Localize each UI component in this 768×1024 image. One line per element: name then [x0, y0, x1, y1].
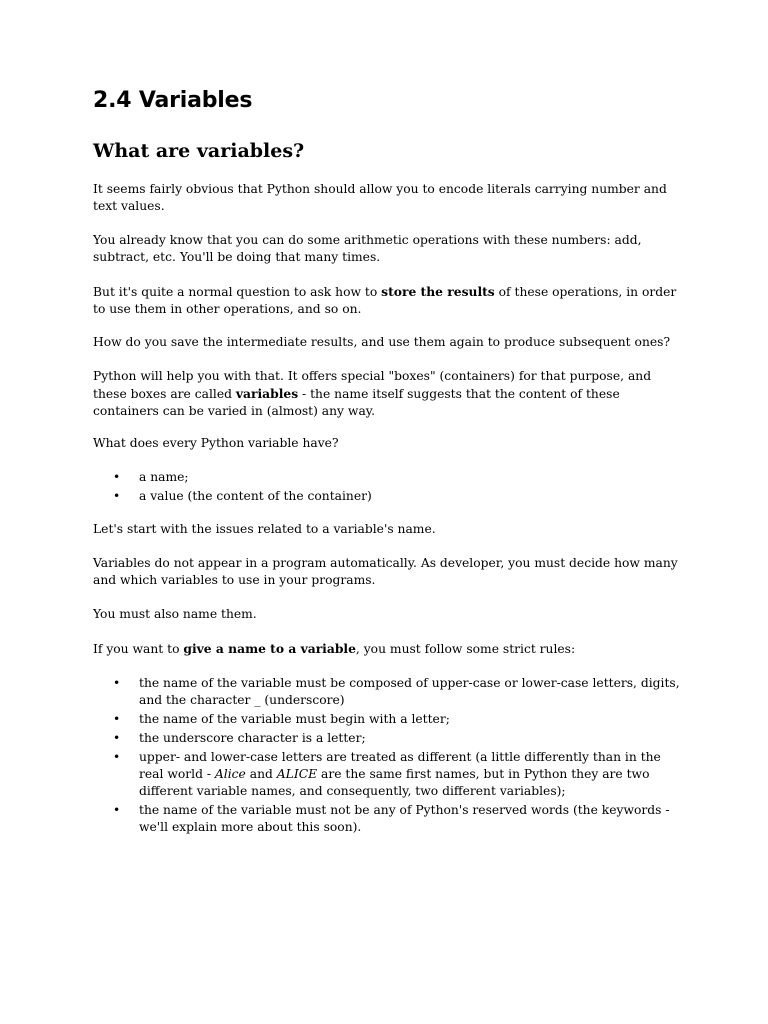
- bullet-icon: •: [113, 489, 121, 503]
- bold-text: store the results: [381, 284, 495, 299]
- text: Python will help you with that. It offers special "boxes" (containers) for that purpose, and these boxes are called: [93, 369, 652, 401]
- paragraph-arithmetic: You already know that you can do some arithmetic operations with these numbers: add, subtract, etc. You'll be doing that many times.: [93, 233, 642, 264]
- bullet-icon: •: [113, 750, 121, 764]
- bold-text: variables: [235, 386, 299, 401]
- naming-rules-list: [93, 675, 683, 838]
- list-item-text: the name of the variable must be composed of upper-case or lower-case letters, digits, and the character _ (underscore): [139, 676, 680, 707]
- text: are the same first names, but in Python they are two different variable names, and consequently, two different variables);: [139, 767, 650, 798]
- paragraph-store-results: [93, 283, 683, 318]
- text: of these operations, in order to use them in other operations, and so on.: [93, 285, 677, 316]
- bullet-icon: •: [113, 470, 121, 484]
- italic-text: ALICE: [276, 767, 318, 781]
- list-item: [93, 802, 683, 836]
- text: and: [245, 767, 277, 781]
- paragraph-boxes: [93, 368, 683, 420]
- italic-text: Alice: [214, 767, 246, 781]
- list-item: [93, 675, 683, 709]
- bullet-icon: •: [113, 676, 121, 690]
- list-item-text: a value (the content of the container): [139, 489, 372, 503]
- page-title: 2.4 Variables: [93, 88, 253, 113]
- list-item: [93, 469, 683, 486]
- text: But it's quite a normal question to ask how to: [93, 285, 382, 299]
- paragraph-rules-intro: [93, 640, 683, 658]
- list-item: [93, 488, 683, 505]
- list-item: [93, 730, 683, 747]
- text: - the name itself suggests that the content of these containers can be varied in (almost) any way.: [93, 387, 620, 418]
- variable-attributes-list: [93, 469, 683, 507]
- paragraph-literals: It seems fairly obvious that Python should allow you to encode literals carrying number and text values.: [93, 182, 667, 213]
- paragraph-intermediate: How do you save the intermediate results, and use them again to produce subsequent ones?: [93, 335, 671, 349]
- text: upper- and lower-case letters are treated as different (a little differently than in the real world -: [139, 750, 661, 781]
- list-item-text: the name of the variable must begin with a letter;: [139, 712, 450, 726]
- bullet-icon: •: [113, 731, 121, 745]
- paragraph-name-issues: Let's start with the issues related to a variable's name.: [93, 522, 436, 536]
- paragraph-question: What does every Python variable have?: [93, 436, 339, 450]
- list-item-text: the name of the variable must not be any of Python's reserved words (the keywords - we'll explain more about this soon).: [139, 803, 670, 834]
- list-item: [93, 749, 683, 800]
- paragraph-automatic: Variables do not appear in a program automatically. As developer, you must decide how many and which variables to use in your programs.: [93, 556, 678, 587]
- list-item-text: [139, 750, 661, 798]
- text: If you want to: [93, 642, 184, 656]
- list-item-text: a name;: [139, 470, 189, 484]
- list-item: [93, 711, 683, 728]
- bullet-icon: •: [113, 803, 121, 817]
- text: , you must follow some strict rules:: [355, 642, 576, 656]
- bold-text: give a name to a variable: [183, 641, 356, 656]
- list-item-text: the underscore character is a letter;: [139, 731, 366, 745]
- section-heading: What are variables?: [93, 140, 305, 162]
- paragraph-name-them: You must also name them.: [93, 607, 257, 621]
- bullet-icon: •: [113, 712, 121, 726]
